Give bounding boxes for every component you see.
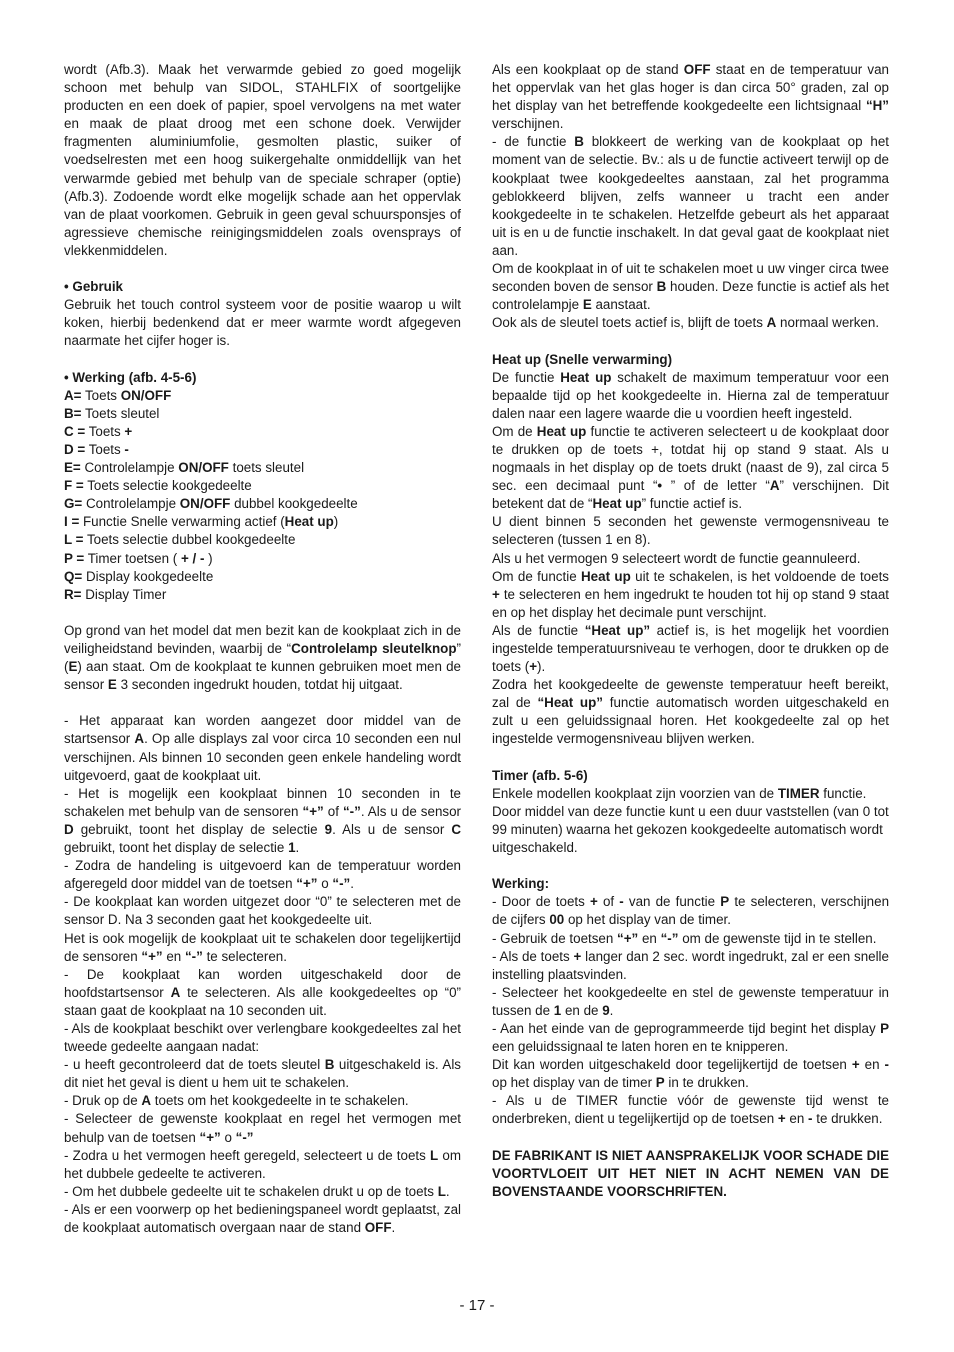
legend-row-q: Q= Display kookgedeelte [64, 568, 214, 584]
main-sensor-paragraph: - De kookplaat kan worden uitgeschakeld door de hoofdstartsensor A te selecteren. Als alle kookgedeeltes op “0” staan gaat de kookplaat na 10 seconden uit. [64, 966, 461, 1018]
legend-row-r: R= Display Timer [64, 586, 167, 602]
legend-row-g: G= Controlelampje ON/OFF dubbel kookgedeelte [64, 496, 358, 512]
select-zone-paragraph: - Selecteer de gewenste kookplaat en regel het vermogen met behulp van de toetsen “+” o “-” [64, 1111, 461, 1145]
werking-heading: • Werking (afb. 4-5-6) [64, 369, 197, 385]
start-sensor-paragraph: - Het apparaat kan worden aangezet door middel van de startsensor A. Op alle displays zal voor circa 10 seconden een nul verschijnen. Als binnen 10 seconden geen enkele handeling wordt uitgevoerd, gaat de kookplaat uit. [64, 713, 461, 783]
adjust-paragraph: - Zodra de handeling is uitgevoerd kan de temperatuur worden afgeregeld door middel van de toetsen “+” o “-”. [64, 858, 461, 892]
left-column [64, 61, 461, 1237]
ten-seconds-paragraph: - Het is mogelijk een kookplaat binnen 10 seconden in te schakelen met behulp van de sensoren “+” of “-”. Als u de sensor D gebruikt, toont het display de selectie 9. Als u de sensor C gebruikt, toont het display de selectie 1. [64, 785, 462, 856]
timer-step-2: - Gebruik de toetsen “+” en “-” om de gewenste tijd in te stellen. [492, 930, 877, 946]
safety-mode-paragraph: Op grond van het model dat men bezit kan de kookplaat zich in de veiligheidstand bevinden, waarbij de “Controlelamp sleutelknop” (E) aan staat. Om de kookplaat te kunnen gebruiken moet men de sensor E 3 seconden ingedrukt houden, totdat hij uitgaat. [64, 622, 461, 693]
legend-row-i: I = Functie Snelle verwarming actief (Heat up) [64, 514, 339, 530]
timer-heading: Timer (afb. 5-6) [492, 767, 588, 783]
extendable-paragraph: - Als de kookplaat beschikt over verlengbare kookgedeeltes zal het tweede gedeelte aangaan nadat: [64, 1020, 461, 1055]
page-number: - 17 - [459, 1297, 495, 1314]
timer-step-7: - Als u de TIMER functie vóór de gewenste tijd wenst te onderbreken, dient u tegelijkertijd op de toetsen + en - te drukken. [492, 1093, 889, 1127]
double-off-paragraph: - Om het dubbele gedeelte uit te schakelen drukt u op de toets L. [64, 1183, 450, 1199]
key-a-paragraph: Ook als de sleutel toets actief is, blijft de toets A normaal werken. [492, 315, 880, 331]
timer-step-5: - Aan het einde van de geprogrammeerde tijd begint het display P een geluidssignaal te laten horen en te knipperen. [492, 1020, 889, 1055]
legend-row-l: L = Toets selectie dubbel kookgedeelte [64, 532, 296, 548]
switch-off-paragraph: - De kookplaat kan worden uitgezet door “0” te selecteren met de sensor D. Na 3 seconden gaat het kookgedeelte uit. [64, 894, 461, 928]
gebruik-paragraph: Gebruik het touch control systeem voor de positie waarop u wilt koken, hierbij bedenkend dat er meer warmte wordt afgegeven naarmate het cijfer hoger is. [64, 297, 461, 349]
finger-paragraph: Om de kookplaat in of uit te schakelen moet u uw vinger circa twee seconden boven de sensor B houden. Deze functie is actief als het controlelampje E aanstaat. [492, 261, 889, 313]
legend-row-f: F = Toets selectie kookgedeelte [64, 478, 252, 494]
right-column [492, 61, 889, 1201]
legend-row-e: E= Controlelampje ON/OFF toets sleutel [64, 460, 305, 476]
timer-duration: Door middel van deze functie kunt u een duur vaststellen (van 0 tot 99 minuten) waarna het gekozen kookgedeelte automatisch wordt uitgeschakeld. [492, 803, 889, 856]
heat-up-off: Om de functie Heat up uit te schakelen, is het voldoende de toets + te selecteren en hem ingedrukt te houden tot hij op stand 9 staat en op het display het decimale punt verschijnt. [492, 568, 889, 620]
timer-werking-heading: Werking: [492, 876, 550, 892]
timer-step-1: - Door de toets + of - van de functie P te selecteren, verschijnen de cijfers 00 op het display van de timer. [492, 894, 890, 928]
gebruik-heading: • Gebruik [64, 279, 124, 295]
timer-intro: Enkele modellen kookplaat zijn voorzien van de TIMER functie. [492, 785, 867, 801]
legend-row-d: D = Toets - [64, 441, 129, 457]
legend-row-c: C = Toets + [64, 423, 133, 439]
heat-up-reached: Zodra het kookgedeelte de gewenste temperatuur heeft bereikt, zal de “Heat up” functie automatisch worden uitgeschakeld en zult u een geluidssignaal horen. Het kookgedeelte zal op het ingestelde vermogensniveau blijven werken. [492, 677, 890, 747]
cleaning-paragraph: wordt (Afb.3). Maak het verwarmde gebied zo goed mogelijk schoon met behulp van SIDOL, STAHLFIX of soortgelijke producten en een doek of papier, spoel vervolgens na met water en maak de plaat droog met een schone doek. Verwijder fragmenten aluminiumfolie, gesmolten plastic, suiker of voedselresten met een hoog suikergehalte onmiddellijk van het verwarmde gebied met behulp van de speciale schraper (optie) (Afb.3). Zodoende wordt elke mogelijk schade aan het oppervlak van de plaat voorkomen. Gebruik in geen geval schuursponsjes of agressieve chemische reinigingsmiddelen zoals ovensprays of vlekkenmiddelen. [64, 62, 461, 258]
timer-step-6: Dit kan worden uitgeschakeld door tegelijkertijd de toetsen + en - op het display van de timer P in te drukken. [492, 1057, 889, 1091]
heat-up-intro: De functie Heat up schakelt de maximum temperatuur voor een bepaalde tijd op het kookgedeelte in. Hierna zal de temperatuur dalen naar een lagere waarde die u voordien heeft ingesteld. [492, 369, 889, 421]
legend-row-p: P = Timer toetsen ( + / - ) [64, 550, 213, 566]
heat-up-activate: Om de Heat up functie te activeren selecteert u de kookplaat door te drukken op de toets +, totdat hij op stand 9 staat. Als u nogmaals in het display op de toets drukt (naast de 9), zal circa 5 sec. een decimaal punt “• ” of de letter “A” verschijnen. Dit betekent dat de “Heat up” functie actief is. [492, 423, 890, 512]
liability-warning: DE FABRIKANT IS NIET AANSPRAKELIJK VOOR SCHADE DIE VOORTVLOEIT UIT HET NIET IN ACHT NEMEN VAN DE BOVENSTAANDE VOORSCHRIFTEN. [492, 1147, 889, 1199]
timer-step-3: - Als de toets + langer dan 2 sec. wordt ingedrukt, zal er een snelle instelling plaatsvinden. [492, 948, 889, 982]
heat-up-heading: Heat up (Snelle verwarming) [492, 351, 673, 367]
legend-row-b: B= Toets sleutel [64, 405, 160, 421]
simultaneous-paragraph: Het is ook mogelijk de kookplaat uit te schakelen door tegelijkertijd de sensoren “+” en “-” te selecteren. [64, 930, 461, 964]
legend-row-a: A= Toets ON/OFF [64, 387, 172, 403]
heat-up-increase: Als de functie “Heat up” actief is, is het mogelijk het voordien ingestelde temperatuursniveau te verhogen, door te drukken op de toets (+). [492, 622, 889, 675]
function-b-paragraph: - de functie B blokkeert de werking van de kookplaat op het moment van de selectie. Bv.: als u de functie activeert terwijl op de kookplaat twee kookgedeeltes aanstaan, zal het programma geblokkeerd blijven, zelfs wanneer u tracht een ander kookgedeelte in te schakelen. Hetzelfde gebeurt als het apparaat uit is en u de functie inschakelt. In dat geval gaat de kookplaat niet aan. [492, 134, 889, 258]
heat-up-level: U dient binnen 5 seconden het gewenste vermogensniveau te selecteren (tussen 1 en 8). [492, 514, 889, 548]
key-legend [64, 387, 461, 604]
key-lock-paragraph: - u heeft gecontroleerd dat de toets sleutel B uitgeschakeld is. Als dit niet het geval is dient u hem uit te schakelen. [64, 1057, 461, 1091]
timer-step-4: - Selecteer het kookgedeelte en stel de gewenste temperatuur in tussen de 1 en de 9. [492, 984, 889, 1018]
heat-up-cancel: Als u het vermogen 9 selecteert wordt de functie geannuleerd. [492, 550, 861, 566]
double-zone-paragraph: - Zodra u het vermogen heeft geregeld, selecteert u de toets L om het dubbele gedeelte te activeren. [64, 1147, 461, 1181]
object-paragraph: - Als er een voorwerp op het bedieningspaneel wordt geplaatst, zal de kookplaat automatisch overgaan naar de stand OFF. [64, 1201, 461, 1235]
residual-heat-paragraph: Als een kookplaat op de stand OFF staat en de temperatuur van het oppervlak van het glas hoger is dan circa 50° graden, zal op het display van het betreffende kookgedeelte een lichtsignaal “H” verschijnen. [492, 62, 889, 132]
press-a-paragraph: - Druk op de A toets om het kookgedeelte in te schakelen. [64, 1093, 409, 1109]
